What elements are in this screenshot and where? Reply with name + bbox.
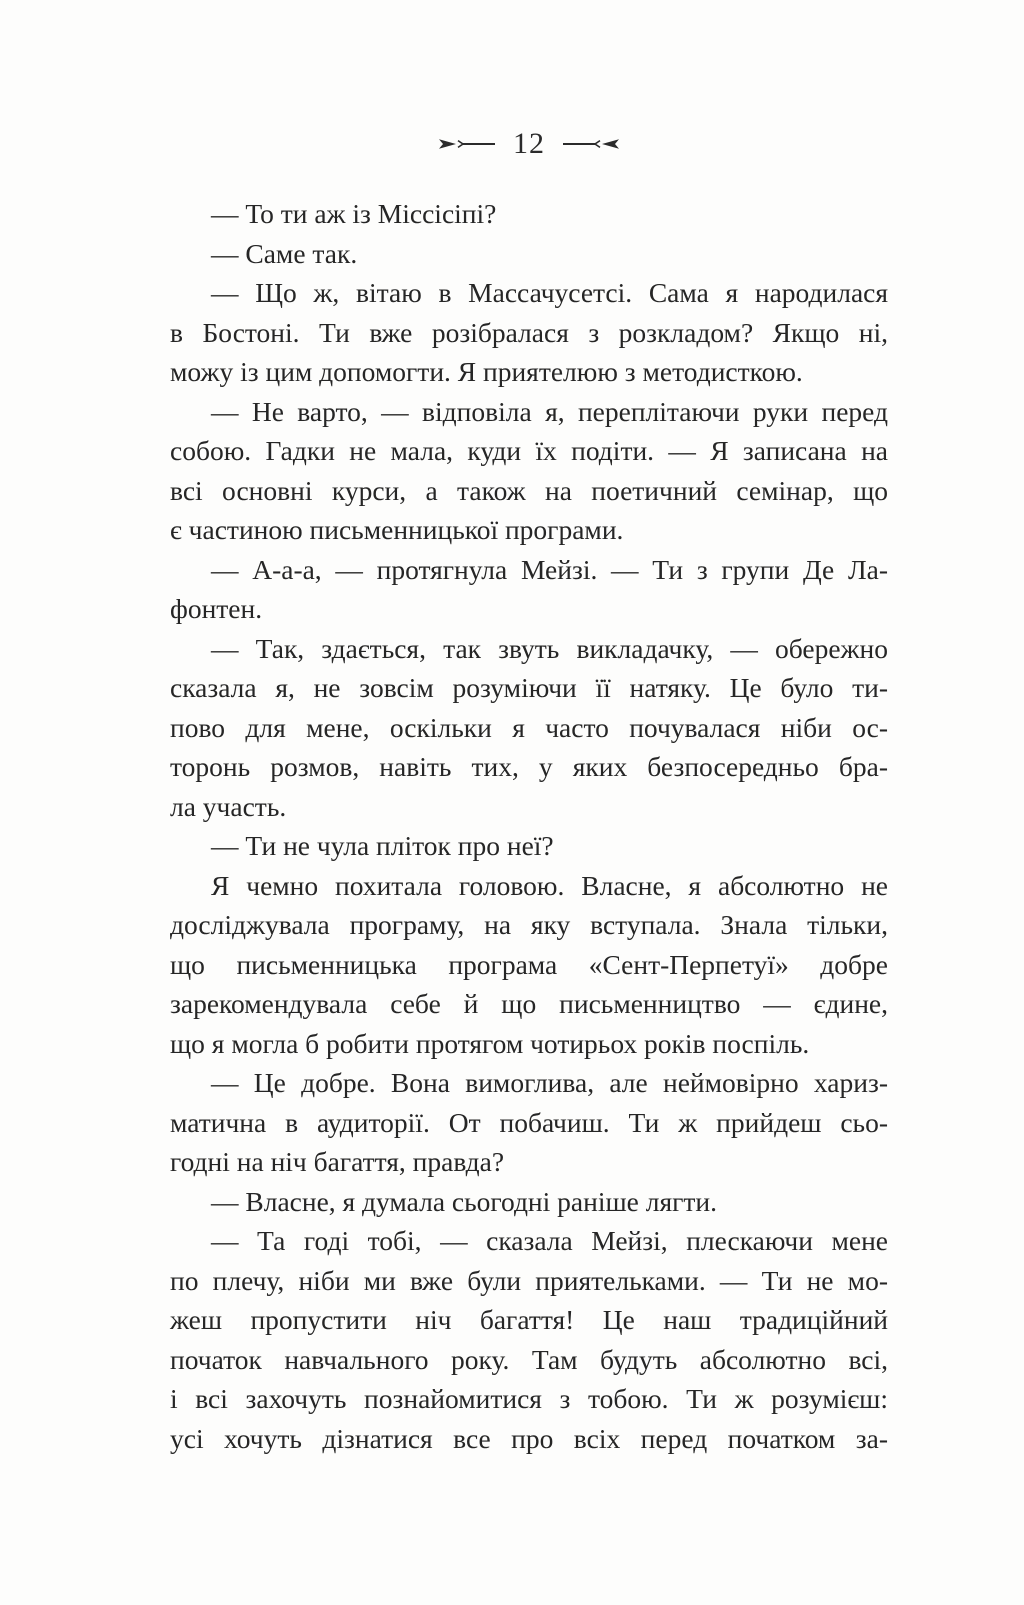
text-line: в Бостоні. Ти вже розібралася з розкладом? Якщо ні,: [170, 316, 888, 348]
text-line: собою. Гадки не мала, куди їх подіти. — Я записана на: [170, 435, 888, 466]
text-line: Я чемно похитала головою. Власне, я абсолютно не: [211, 869, 888, 901]
text-line: — Та годі тобі, — сказала Мейзі, плескаючи мене: [211, 1225, 888, 1256]
text-line: жеш пропустити ніч багаття! Це наш традиційний: [170, 1304, 888, 1335]
paragraph: [170, 234, 888, 274]
paragraph: [170, 629, 888, 827]
text-line: по плечу, ніби ми вже були приятельками. — Ти не мо-: [170, 1264, 888, 1296]
text-line: що письменницька програма «Сент-Перпетуї» добре: [170, 948, 888, 980]
text-line: матична в аудиторії. От побачиш. Ти ж прийдеш сьо-: [170, 1106, 888, 1138]
text-line: годні на ніч багаття, правда?: [170, 1146, 505, 1177]
text-line: пово для мене, оскільки я часто почувалася ніби ос-: [170, 711, 888, 743]
text-line: — То ти аж із Міссісіпі?: [211, 198, 497, 229]
text-line: усі хочуть дізнатися все про всіх перед початком за-: [170, 1422, 888, 1454]
dart-rule-ornament-right-icon: [561, 136, 623, 152]
paragraph: [170, 826, 888, 866]
text-line: — Це добре. Вона вимоглива, але неймовірно хариз-: [211, 1067, 888, 1098]
text-line: ла участь.: [170, 790, 287, 822]
paragraph: [170, 1182, 888, 1222]
text-line: сказала я, не зовсім розуміючи її натяку. Це було ти-: [170, 672, 888, 703]
text-line: — Саме так.: [211, 237, 358, 269]
paragraph: [170, 1221, 888, 1458]
paragraph: [170, 1063, 888, 1182]
text-line: — Ти не чула пліток про неї?: [211, 830, 554, 861]
paragraph: [170, 273, 888, 392]
text-line: фонтен.: [170, 593, 263, 624]
paragraph: [170, 392, 888, 550]
page-number: 12: [513, 127, 545, 160]
paragraph: [170, 194, 888, 234]
dart-rule-ornament-left-icon: [435, 136, 497, 152]
text-line: — Власне, я думала сьогодні раніше лягти.: [211, 1185, 717, 1217]
text-line: торонь розмов, навіть тих, у яких безпосередньо бра-: [170, 751, 888, 782]
text-line: зарекомендувала себе й що письменництво — єдине,: [170, 988, 888, 1019]
paragraph: [170, 550, 888, 629]
text-line: є частиною письменницької програми.: [170, 514, 624, 545]
text-line: досліджувала програму, на яку вступала. Знала тільки,: [170, 909, 888, 940]
text-line: — А-а-а, — протягнула Мейзі. — Ти з групи Де Ла-: [211, 553, 888, 585]
text-line: і всі захочуть познайомитися з тобою. Ти ж розумієш:: [170, 1383, 888, 1414]
text-line: — Не варто, — відповіла я, переплітаючи руки перед: [211, 395, 888, 427]
text-line: — Так, здається, так звуть викладачку, — обережно: [211, 632, 888, 664]
text-line: всі основні курси, а також на поетичний семінар, що: [170, 474, 888, 506]
text-line: що я могла б робити протягом чотирьох років поспіль.: [170, 1027, 810, 1059]
paragraph: [170, 866, 888, 1064]
text-line: початок навчального року. Там будуть абсолютно всі,: [170, 1343, 888, 1375]
body-text: [170, 194, 888, 1458]
text-line: можу із цим допомогти. Я приятелюю з методисткою.: [170, 356, 803, 387]
text-line: — Що ж, вітаю в Массачусетсі. Сама я народилася: [211, 277, 888, 308]
page-header: [170, 122, 888, 166]
